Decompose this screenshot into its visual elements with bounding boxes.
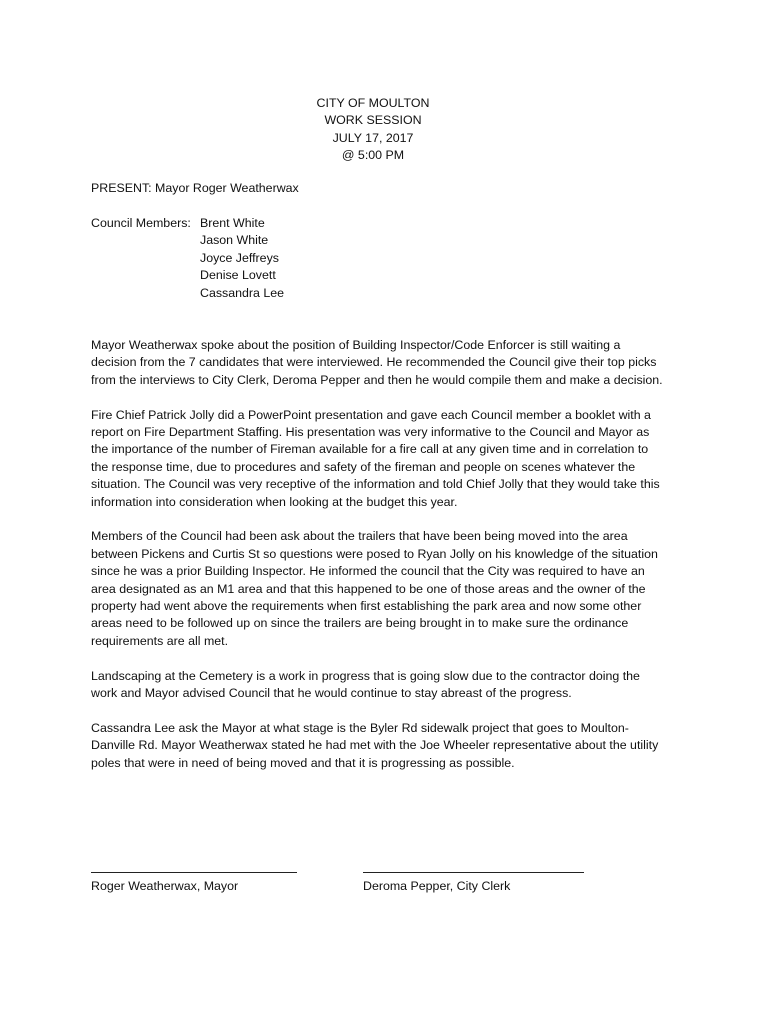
- signature-block-mayor: [91, 861, 238, 896]
- paragraph-cemetery: Landscaping at the Cemetery is a work in progress that is going slow due to the contractor doing the work and Mayor advised Council that he would continue to stay abreast of the progress.: [91, 668, 640, 701]
- council-member: Denise Lovett: [200, 268, 276, 283]
- paragraph-fire-staffing: Fire Chief Patrick Jolly did a PowerPoint presentation and gave each Council member a booklet with a report on Fire Department Staffing. His presentation was very informative to the Council and Mayor as the importance of the number of Fireman available for a fire call at any given time and in correlation to the response time, due to procedures and safety of the fireman and people on scenes whatever the situation. The Council was very receptive of the information and told Chief Jolly that they would take this information into consideration when looking at the budget this year.: [91, 407, 660, 509]
- header-date: JULY 17, 2017: [332, 130, 414, 145]
- header-session: WORK SESSION: [324, 113, 422, 128]
- header-city: CITY OF MOULTON: [316, 96, 430, 110]
- council-member: Joyce Jeffreys: [200, 250, 279, 265]
- paragraph-trailers: Members of the Council had been ask about the trailers that have been being moved into the area between Pickens and Curtis St so questions were posed to Ryan Jolly on his knowledge of the situation since he was a prior Building Inspector. He informed the council that the City was required to have an area designated as an M1 area and that this happened to be one of those areas and the owner of the property had went above the requirements when first establishing the park area and now some other areas need to be followed up on since the trailers are being brought in to make sure the ordinance requirements are all met.: [91, 529, 658, 648]
- council-members-list: [200, 215, 284, 302]
- council-member: Jason White: [200, 233, 269, 248]
- minutes-body: [91, 337, 663, 789]
- signature-line: [91, 861, 238, 878]
- signature-name-clerk: Deroma Pepper, City Clerk: [363, 879, 511, 894]
- signature-line: [363, 861, 510, 878]
- document-header: [0, 95, 746, 165]
- paragraph-sidewalk: Cassandra Lee ask the Mayor at what stage is the Byler Rd sidewalk project that goes to Moulton-Danville Rd. Mayor Weatherwax stated he had met with the Joe Wheeler representative about the utility poles that were in need of being moved and that it is progressing as possible.: [91, 720, 659, 770]
- signature-block-clerk: [363, 861, 510, 896]
- council-member: Cassandra Lee: [200, 285, 285, 300]
- council-members-label: Council Members:: [91, 216, 191, 230]
- paragraph-building-inspector: Mayor Weatherwax spoke about the position of Building Inspector/Code Enforcer is still waiting a decision from the 7 candidates that were interviewed. He recommended the Council give their top picks from the interviews to City Clerk, Deroma Pepper and then he would compile them and make a decision.: [91, 338, 663, 387]
- present-line: PRESENT: Mayor Roger Weatherwax: [91, 181, 299, 195]
- header-time: @ 5:00 PM: [341, 148, 405, 163]
- council-member: Brent White: [200, 216, 265, 230]
- signature-name-mayor: Roger Weatherwax, Mayor: [91, 879, 239, 894]
